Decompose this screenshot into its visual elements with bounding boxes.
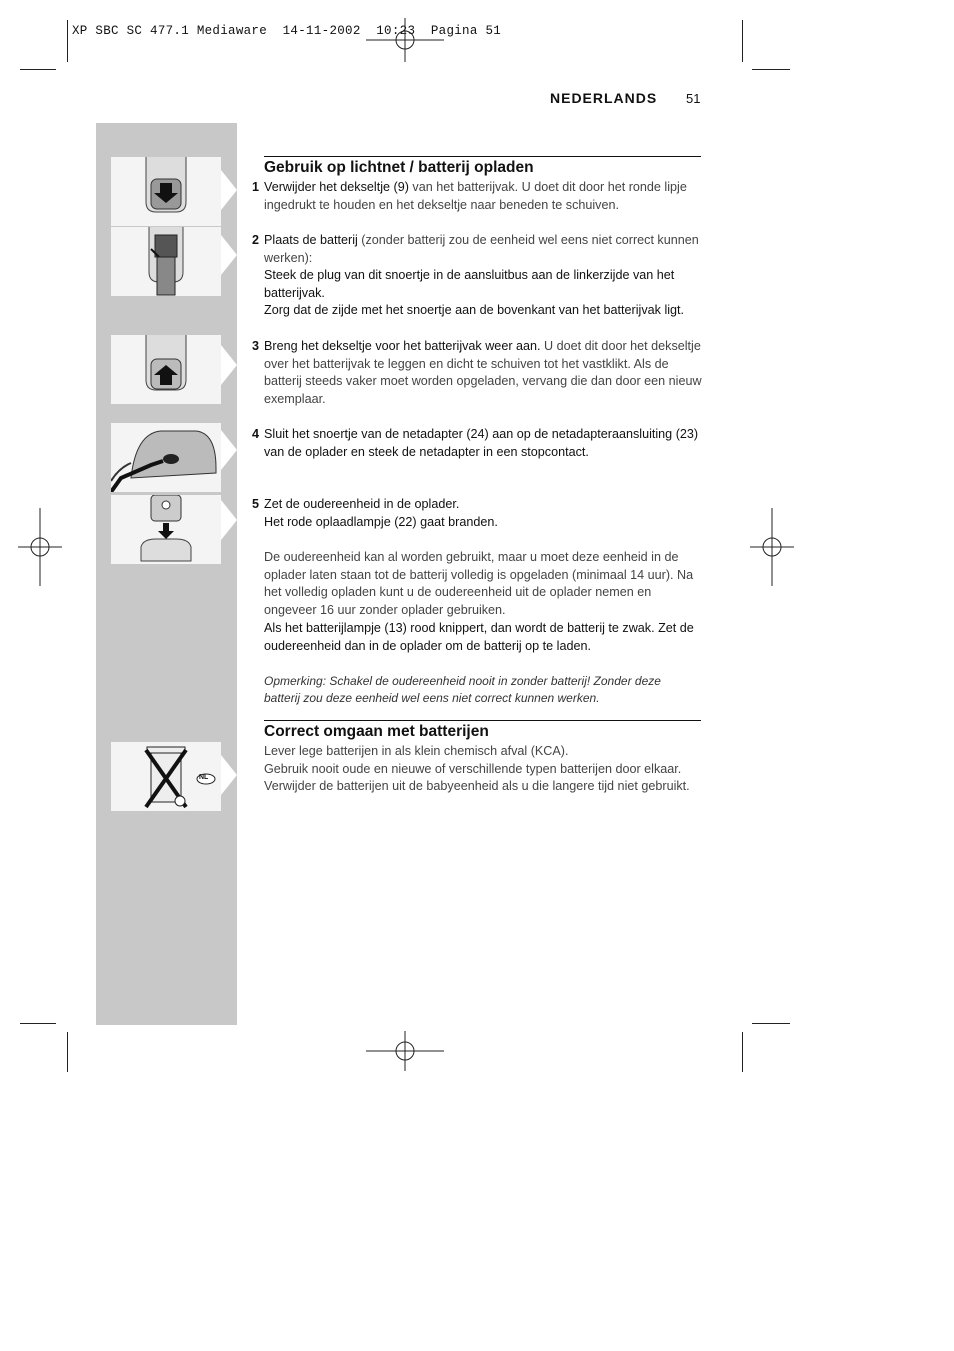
crop-mark (742, 20, 743, 62)
step-text (264, 496, 704, 531)
sidebar-notch (221, 345, 237, 385)
crop-mark (67, 1032, 68, 1072)
sidebar-notch (221, 500, 237, 540)
step-extra: Zorg dat de zijde met het snoertje aan de bovenkant van het batterijvak ligt. (264, 303, 685, 318)
sidebar-notch (221, 170, 237, 210)
page-number: 51 (686, 91, 701, 106)
registration-mark (750, 508, 794, 586)
insert-battery-illustration (111, 227, 221, 296)
step-lead: Breng het dekseltje voor het batterijvak weer aan. (264, 339, 541, 353)
crop-mark (752, 69, 790, 70)
sidebar-notch (221, 235, 237, 275)
step-number: 2 (252, 233, 260, 247)
section-rule (264, 720, 701, 721)
recycle-bin-illustration (111, 742, 221, 811)
remove-cover-illustration (111, 157, 221, 226)
step-lead: Verwijder het dekseltje (9) (264, 180, 409, 194)
section-title: Gebruik op lichtnet / batterij opladen (264, 159, 534, 176)
step-lead: Sluit het snoertje van de netadapter (24) aan op de netadapteraansluiting (23) van de oplader en steek de netadapter in een stopcontact. (264, 427, 699, 459)
step-detail: (zonder batterij zou de eenheid wel eens niet correct kunnen werken): (264, 233, 699, 265)
crop-mark (20, 69, 56, 70)
note (264, 673, 684, 707)
text-line: Gebruik nooit oude en nieuwe of verschillende typen batterijen door elkaar. (264, 761, 682, 776)
replace-cover-illustration (111, 335, 221, 404)
crop-mark (67, 20, 68, 62)
sidebar-notch (221, 755, 237, 795)
note-label: Opmerking: (264, 674, 327, 688)
battery-disposal-text (264, 743, 704, 796)
section-rule (264, 156, 701, 157)
step-text (264, 426, 704, 461)
step-number: 4 (252, 427, 260, 441)
connect-adapter-illustration (111, 423, 221, 492)
text-line: Lever lege batterijen in als klein chemisch afval (KCA). (264, 744, 569, 758)
registration-mark (366, 1031, 444, 1075)
step-lead: Zet de oudereenheid in de oplader. (264, 497, 460, 511)
warning-paragraph: Als het batterijlampje (13) rood knippert, dan wordt de batterij te zwak. Zet de oudereenheid dan in de oplader om de batterij op te laden. (264, 621, 694, 653)
printer-slug: XP SBC SC 477.1 Mediaware 14-11-2002 10:23 Pagina 51 (72, 24, 502, 38)
step-number: 1 (252, 180, 260, 194)
crop-mark (742, 1032, 743, 1072)
step-number: 3 (252, 339, 260, 353)
section-title: Correct omgaan met batterijen (264, 723, 489, 740)
info-paragraph: De oudereenheid kan al worden gebruikt, maar u moet deze eenheid in de oplader laten staan tot de batterij volledig is opgeladen (minimaal 14 uur). Na het volledig opladen kunt u de oudereenheid uit de oplader nemen en ongeveer 16 uur zonder oplader gebruiken. (264, 550, 694, 617)
place-in-charger-illustration (111, 495, 221, 564)
crop-mark (752, 1023, 790, 1024)
step-number: 5 (252, 497, 260, 511)
sidebar-notch (221, 430, 237, 470)
text-line: Verwijder de batterijen uit de babyeenheid als u die langere tijd niet gebruikt. (264, 779, 690, 794)
note-text: Schakel de oudereenheid nooit in zonder batterij! Zonder deze batterij zou deze eenheid wel eens niet correct kunnen werken. (264, 674, 661, 705)
step-text (264, 232, 704, 320)
step-text (264, 338, 704, 408)
step-detail: van het batterijvak. U doet dit door het ronde lipje ingedrukt te houden en het dekseltje naar beneden te schuiven. (264, 180, 687, 212)
bin-label: NL (199, 774, 209, 781)
registration-mark (18, 508, 62, 586)
step-extra: Het rode oplaadlampje (22) gaat branden. (264, 514, 498, 529)
crop-mark (20, 1023, 56, 1024)
language-heading: NEDERLANDS (550, 90, 658, 106)
step-extra: Steek de plug van dit snoertje in de aansluitbus aan de linkerzijde van het batterijvak. (264, 268, 675, 300)
step-text (264, 179, 704, 214)
step-lead: Plaats de batterij (264, 233, 358, 247)
step-detail: U doet dit door het dekseltje over het batterijvak te leggen en dicht te schuiven tot het vastklikt. Als de batterij steeds vaker moet worden opgeladen, vervang die dan door een nieuw exemplaar. (264, 339, 702, 406)
registration-mark (366, 18, 444, 62)
